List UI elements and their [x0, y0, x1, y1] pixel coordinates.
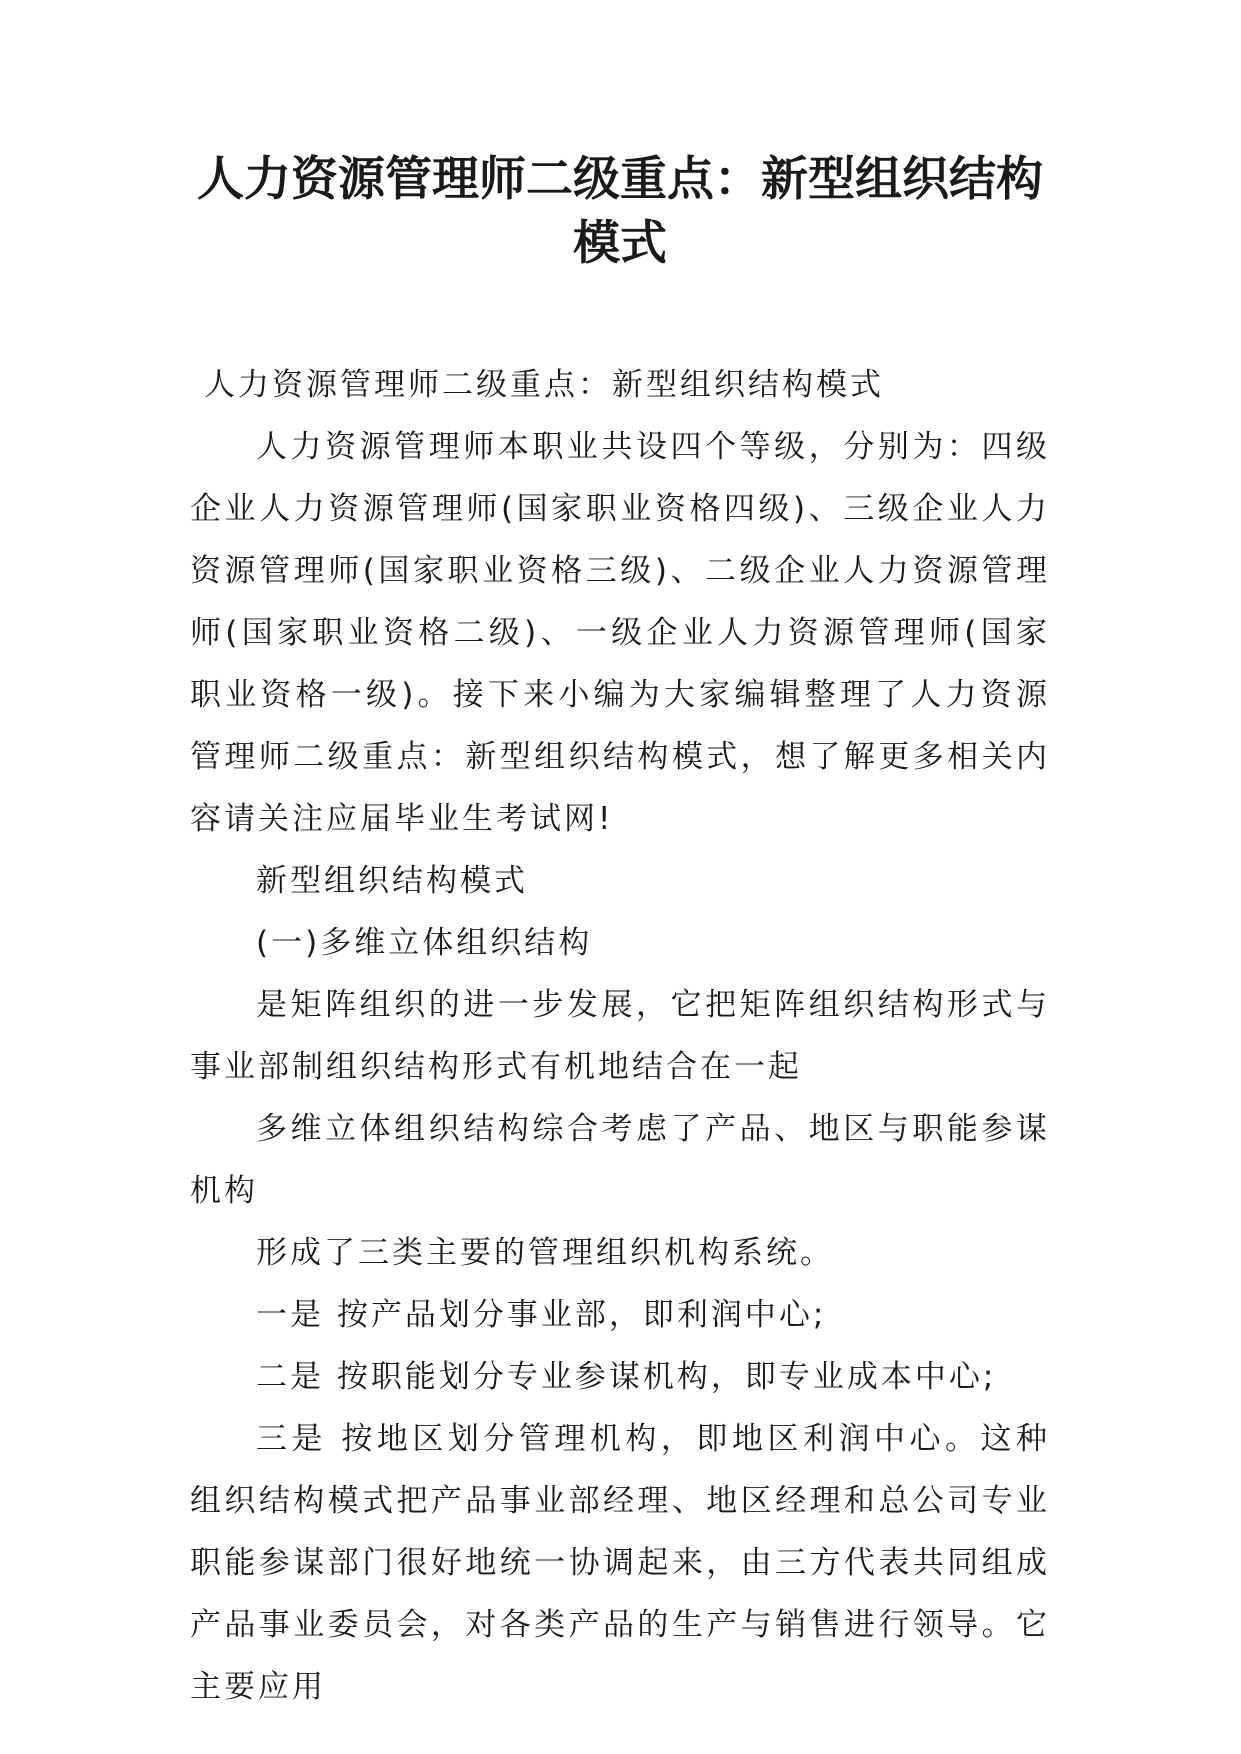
- paragraph-definition: 是矩阵组织的进一步发展，它把矩阵组织结构形式与事业部制组织结构形式有机地结合在一起: [190, 987, 1050, 1085]
- paragraph-systems: 形成了三类主要的管理组织机构系统。: [256, 1235, 834, 1271]
- subsection-heading: (一)多维立体组织结构: [256, 925, 593, 961]
- section-heading: 新型组织结构模式: [256, 863, 528, 899]
- paragraph-considerations: 多维立体组织结构综合考虑了产品、地区与职能参谋机构: [190, 1111, 1050, 1209]
- paragraph-subtitle: 人力资源管理师二级重点：新型组织结构模式: [204, 367, 884, 403]
- list-item-third: 三是 按地区划分管理机构，即地区利润中心。这种组织结构模式把产品事业部经理、地区经理和总公司专业职能参谋部门很好地统一协调起来，由三方代表共同组成产品事业委员会，对各类产品的生产与销售进行领导。它主要应用: [190, 1421, 1050, 1705]
- paragraph-intro: 人力资源管理师本职业共设四个等级，分别为：四级企业人力资源管理师(国家职业资格四级)、三级企业人力资源管理师(国家职业资格三级)、二级企业人力资源管理师(国家职业资格二级)、一级企业人力资源管理师(国家职业资格一级)。接下来小编为大家编辑整理了人力资源管理师二级重点：新型组织结构模式，想了解更多相关内容请关注应届毕业生考试网!: [190, 429, 1050, 837]
- list-item-first: 一是 按产品划分事业部，即利润中心;: [256, 1297, 827, 1333]
- list-item-second: 二是 按职能划分专业参谋机构，即专业成本中心;: [256, 1359, 997, 1395]
- document-body: [190, 354, 1050, 1718]
- document-title: 人力资源管理师二级重点：新型组织结构模式: [197, 152, 1043, 271]
